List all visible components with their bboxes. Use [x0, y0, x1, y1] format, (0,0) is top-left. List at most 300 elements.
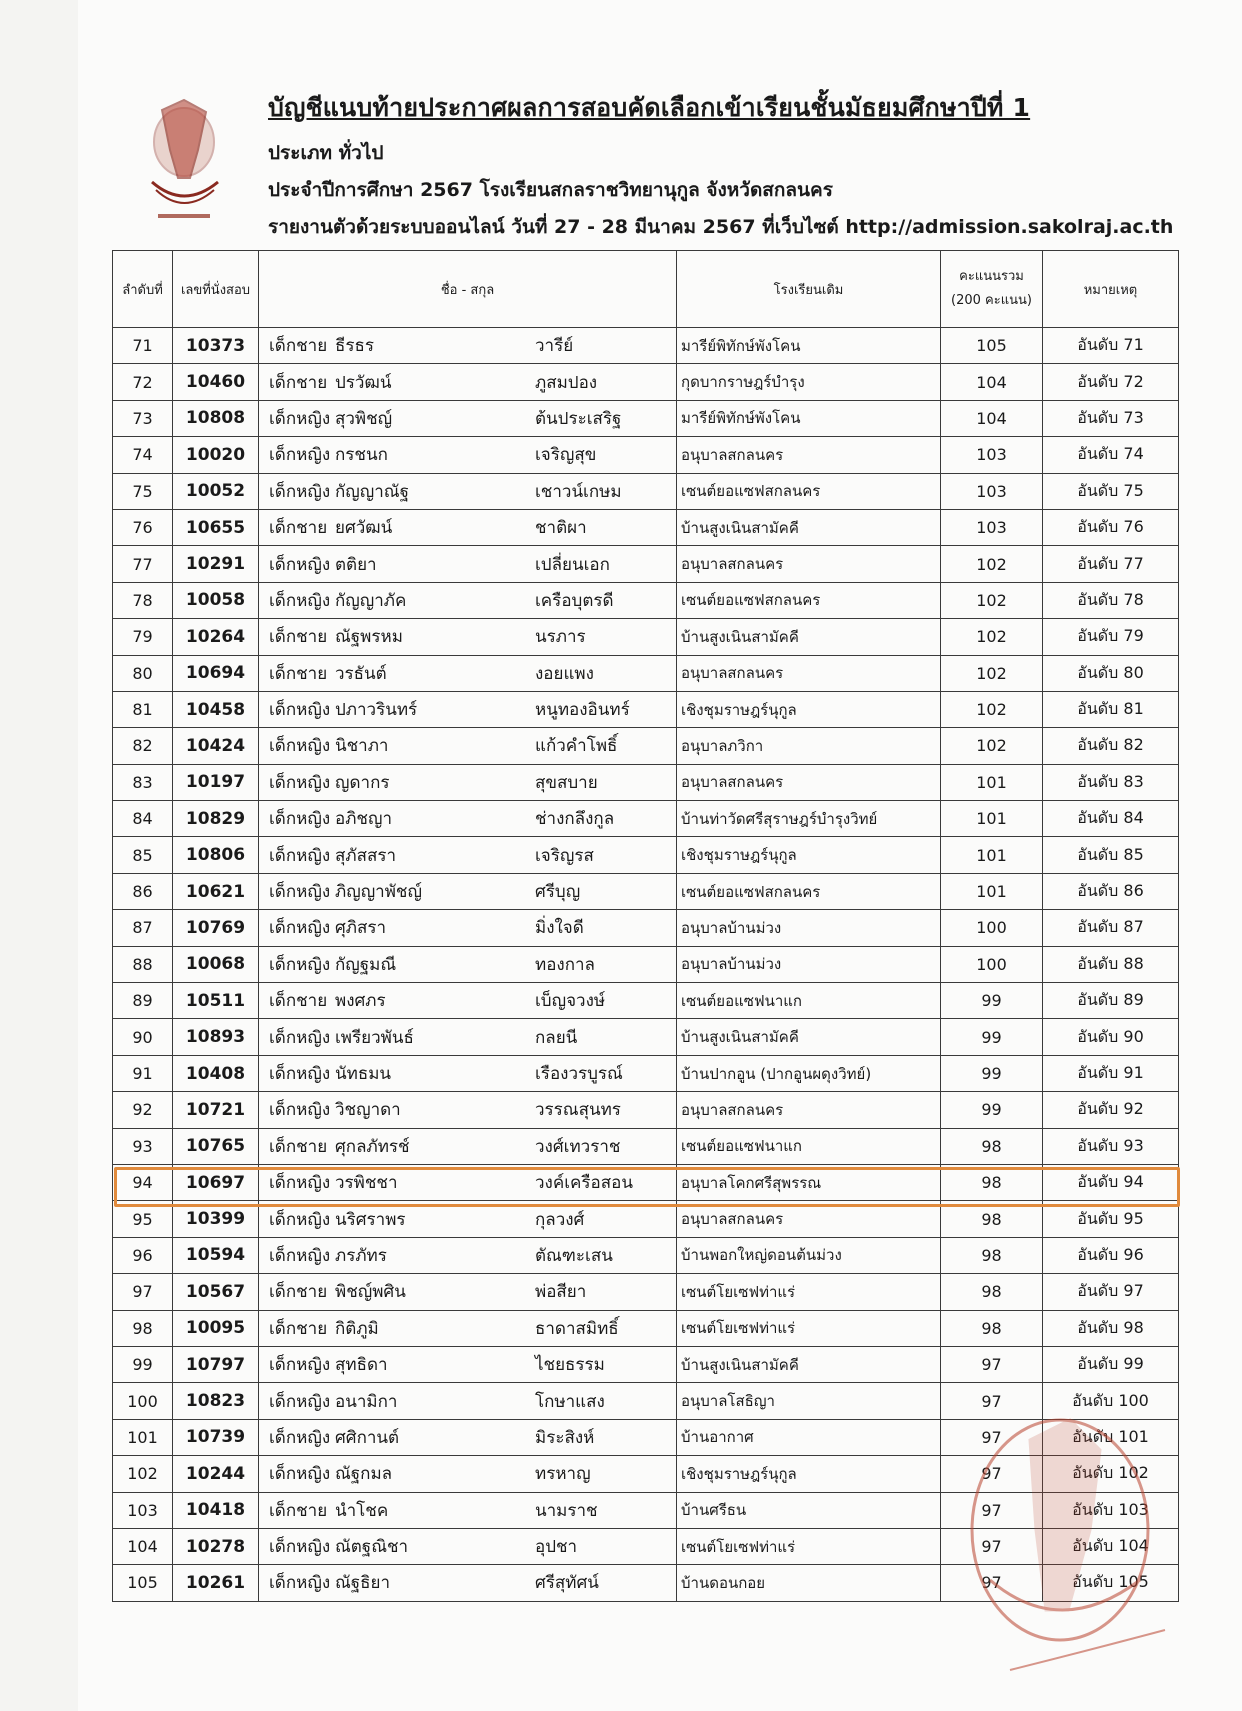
- seat-number: 10052: [173, 473, 259, 509]
- rank-note: อันดับ 77: [1043, 546, 1179, 582]
- total-score: 101: [941, 873, 1043, 909]
- row-number: 93: [113, 1128, 173, 1164]
- row-number: 82: [113, 728, 173, 764]
- rank-note: อันดับ 75: [1043, 473, 1179, 509]
- name-prefix: เด็กหญิง: [269, 445, 331, 466]
- first-name: อนามิกา: [335, 1391, 398, 1412]
- total-score: 103: [941, 509, 1043, 545]
- last-name: พ่อสียา: [535, 1282, 587, 1303]
- total-score: 98: [941, 1128, 1043, 1164]
- table-header-row: [113, 251, 1179, 328]
- rank-note: อันดับ 105: [1043, 1565, 1179, 1601]
- total-score: 97: [941, 1528, 1043, 1564]
- table-row: [113, 473, 1179, 509]
- seat-number: 10567: [173, 1274, 259, 1310]
- last-name: ทรหาญ: [535, 1464, 591, 1485]
- seat-number: 10694: [173, 655, 259, 691]
- rank-note: อันดับ 90: [1043, 1019, 1179, 1055]
- rank-note: อันดับ 101: [1043, 1419, 1179, 1455]
- total-score: 104: [941, 364, 1043, 400]
- previous-school: อนุบาลสกลนคร: [677, 437, 941, 473]
- name-prefix: เด็กหญิง: [269, 882, 331, 903]
- name-prefix: เด็กหญิง: [269, 809, 331, 830]
- previous-school: มารีย์พิทักษ์พังโคน: [677, 328, 941, 364]
- student-name: [259, 655, 677, 691]
- table-row: [113, 691, 1179, 727]
- previous-school: เซนต์โยเซฟท่าแร่: [677, 1274, 941, 1310]
- student-name: [259, 728, 677, 764]
- first-name: นำโชค: [335, 1500, 389, 1521]
- rank-note: อันดับ 74: [1043, 437, 1179, 473]
- last-name: กลยนี: [535, 1027, 578, 1048]
- name-prefix: เด็กหญิง: [269, 1209, 331, 1230]
- row-number: 89: [113, 983, 173, 1019]
- table-row: [113, 983, 1179, 1019]
- row-number: 92: [113, 1092, 173, 1128]
- previous-school: เชิงชุมราษฎร์นุกูล: [677, 1456, 941, 1492]
- total-score: 99: [941, 983, 1043, 1019]
- previous-school: เซนต์ยอแซฟสกลนคร: [677, 473, 941, 509]
- total-score: 102: [941, 691, 1043, 727]
- rank-note: อันดับ 92: [1043, 1092, 1179, 1128]
- row-number: 105: [113, 1565, 173, 1601]
- seat-number: 10197: [173, 764, 259, 800]
- table-row: [113, 328, 1179, 364]
- rank-note: อันดับ 81: [1043, 691, 1179, 727]
- col-header-score-label: คะแนนรวม: [959, 269, 1024, 284]
- previous-school: อนุบาลบ้านม่วง: [677, 910, 941, 946]
- table-row: [113, 873, 1179, 909]
- student-name: [259, 1383, 677, 1419]
- table-row: [113, 1310, 1179, 1346]
- seat-number: 10594: [173, 1237, 259, 1273]
- row-number: 99: [113, 1346, 173, 1382]
- row-number: 75: [113, 473, 173, 509]
- previous-school: เซนต์ยอแซฟนาแก: [677, 1128, 941, 1164]
- seat-number: 10291: [173, 546, 259, 582]
- name-prefix: เด็กหญิง: [269, 1245, 331, 1266]
- first-name: ธีรธร: [335, 336, 375, 357]
- student-name: [259, 1274, 677, 1310]
- rank-note: อันดับ 97: [1043, 1274, 1179, 1310]
- seat-number: 10399: [173, 1201, 259, 1237]
- rank-note: อันดับ 72: [1043, 364, 1179, 400]
- student-name: [259, 1528, 677, 1564]
- first-name: กรชนก: [335, 445, 388, 466]
- table-row: [113, 1019, 1179, 1055]
- rank-note: อันดับ 80: [1043, 655, 1179, 691]
- student-name: [259, 400, 677, 436]
- previous-school: บ้านสูงเนินสามัคคี: [677, 1346, 941, 1382]
- row-number: 95: [113, 1201, 173, 1237]
- document-header: [268, 88, 1188, 249]
- seat-number: 10808: [173, 400, 259, 436]
- last-name: ภูสมปอง: [535, 372, 598, 393]
- total-score: 102: [941, 655, 1043, 691]
- total-score: 104: [941, 400, 1043, 436]
- last-name: เรืองวรบูรณ์: [535, 1064, 623, 1084]
- row-number: 72: [113, 364, 173, 400]
- seat-number: 10244: [173, 1456, 259, 1492]
- seat-number: 10095: [173, 1310, 259, 1346]
- first-name: วรพิชชา: [335, 1173, 398, 1194]
- name-prefix: เด็กหญิง: [269, 590, 331, 611]
- last-name: ตัณฑะเสน: [535, 1245, 613, 1266]
- seat-number: 10806: [173, 837, 259, 873]
- table-row: [113, 1092, 1179, 1128]
- name-prefix: เด็กชาย: [269, 1136, 328, 1157]
- last-name: มิระสิงห์: [535, 1427, 595, 1448]
- name-prefix: เด็กชาย: [269, 627, 328, 648]
- name-prefix: เด็กหญิง: [269, 772, 331, 793]
- rank-note: อันดับ 84: [1043, 801, 1179, 837]
- first-name: กัญญาภัค: [335, 590, 407, 611]
- seat-number: 10418: [173, 1492, 259, 1528]
- name-prefix: เด็กหญิง: [269, 481, 331, 502]
- student-name: [259, 437, 677, 473]
- student-name: [259, 946, 677, 982]
- seat-number: 10893: [173, 1019, 259, 1055]
- total-score: 98: [941, 1164, 1043, 1200]
- name-prefix: เด็กชาย: [269, 1318, 328, 1339]
- last-name: เครือบุตรดี: [535, 590, 614, 611]
- name-prefix: เด็กหญิง: [269, 554, 331, 575]
- student-name: [259, 1565, 677, 1601]
- last-name: ไชยธรรม: [535, 1355, 605, 1376]
- table-row: [113, 1346, 1179, 1382]
- row-number: 101: [113, 1419, 173, 1455]
- rank-note: อันดับ 91: [1043, 1055, 1179, 1091]
- total-score: 97: [941, 1492, 1043, 1528]
- previous-school: อนุบาลสกลนคร: [677, 655, 941, 691]
- first-name: กัญฐมณี: [335, 954, 397, 975]
- last-name: วารีย์: [535, 336, 574, 357]
- student-name: [259, 582, 677, 618]
- rank-note: อันดับ 102: [1043, 1456, 1179, 1492]
- total-score: 103: [941, 437, 1043, 473]
- total-score: 101: [941, 801, 1043, 837]
- total-score: 98: [941, 1274, 1043, 1310]
- seat-number: 10739: [173, 1419, 259, 1455]
- rank-note: อันดับ 95: [1043, 1201, 1179, 1237]
- student-name: [259, 691, 677, 727]
- student-name: [259, 1419, 677, 1455]
- table-row: [113, 837, 1179, 873]
- total-score: 101: [941, 837, 1043, 873]
- previous-school: บ้านท่าวัดศรีสุราษฎร์บำรุงวิทย์: [677, 801, 941, 837]
- seat-number: 10511: [173, 983, 259, 1019]
- previous-school: บ้านอากาศ: [677, 1419, 941, 1455]
- seat-number: 10697: [173, 1164, 259, 1200]
- first-name: สุทธิดา: [335, 1355, 388, 1376]
- total-score: 97: [941, 1419, 1043, 1455]
- student-name: [259, 473, 677, 509]
- last-name: ต้นประเสริฐ: [535, 408, 622, 429]
- table-row: [113, 1565, 1179, 1601]
- previous-school: อนุบาลสกลนคร: [677, 1201, 941, 1237]
- total-score: 105: [941, 328, 1043, 364]
- previous-school: อนุบาลโสธิญา: [677, 1383, 941, 1419]
- previous-school: เชิงชุมราษฎร์นุกูล: [677, 837, 941, 873]
- name-prefix: เด็กหญิง: [269, 1464, 331, 1485]
- total-score: 99: [941, 1019, 1043, 1055]
- name-prefix: เด็กหญิง: [269, 1427, 331, 1448]
- student-name: [259, 801, 677, 837]
- rank-note: อันดับ 103: [1043, 1492, 1179, 1528]
- last-name: กุลวงศ์: [535, 1209, 585, 1230]
- table-row: [113, 1383, 1179, 1419]
- last-name: สุขสบาย: [535, 772, 598, 793]
- first-name: วิชญาดา: [335, 1100, 401, 1121]
- year-school-line: ประจำปีการศึกษา 2567 โรงเรียนสกลราชวิทยานุกูล จังหวัดสกลนคร: [268, 179, 833, 201]
- student-name: [259, 328, 677, 364]
- first-name: ณัตฐณิชา: [335, 1537, 409, 1558]
- seat-number: 10721: [173, 1092, 259, 1128]
- row-number: 76: [113, 509, 173, 545]
- rank-note: อันดับ 82: [1043, 728, 1179, 764]
- name-prefix: เด็กชาย: [269, 1500, 328, 1521]
- rank-note: อันดับ 86: [1043, 873, 1179, 909]
- previous-school: อนุบาลสกลนคร: [677, 764, 941, 800]
- row-number: 102: [113, 1456, 173, 1492]
- document-title: บัญชีแนบท้ายประกาศผลการสอบคัดเลือกเข้าเรียนชั้นมัธยมศึกษาปีที่ 1: [268, 93, 1031, 122]
- previous-school: อนุบาลสกลนคร: [677, 1092, 941, 1128]
- last-name: ธาดาสมิทธิ์: [535, 1318, 619, 1339]
- first-name: วรธันต์: [335, 663, 387, 684]
- row-number: 91: [113, 1055, 173, 1091]
- student-name: [259, 910, 677, 946]
- name-prefix: เด็กหญิง: [269, 700, 331, 721]
- col-header-no: ลำดับที่: [113, 251, 173, 328]
- name-prefix: เด็กชาย: [269, 663, 328, 684]
- category-line: ประเภท ทั่วไป: [268, 142, 384, 164]
- row-number: 97: [113, 1274, 173, 1310]
- name-prefix: เด็กหญิง: [269, 1064, 331, 1084]
- first-name: ปรวัฒน์: [335, 372, 392, 393]
- student-name: [259, 764, 677, 800]
- row-number: 88: [113, 946, 173, 982]
- student-name: [259, 364, 677, 400]
- row-number: 90: [113, 1019, 173, 1055]
- last-name: วงค์เครือสอน: [535, 1173, 633, 1194]
- table-row: [113, 1528, 1179, 1564]
- row-number: 98: [113, 1310, 173, 1346]
- seat-number: 10655: [173, 509, 259, 545]
- row-number: 83: [113, 764, 173, 800]
- student-name: [259, 1310, 677, 1346]
- table-row: [113, 400, 1179, 436]
- name-prefix: เด็กชาย: [269, 372, 328, 393]
- student-name: [259, 1201, 677, 1237]
- table-row: [113, 946, 1179, 982]
- previous-school: บ้านปากอูน (ปากอูนผดุงวิทย์): [677, 1055, 941, 1091]
- row-number: 84: [113, 801, 173, 837]
- total-score: 99: [941, 1092, 1043, 1128]
- table-row: [113, 364, 1179, 400]
- rank-note: อันดับ 71: [1043, 328, 1179, 364]
- last-name: เปลี่ยนเอก: [535, 554, 610, 575]
- rank-note: อันดับ 99: [1043, 1346, 1179, 1382]
- seat-number: 10068: [173, 946, 259, 982]
- col-header-note: หมายเหตุ: [1043, 251, 1179, 328]
- last-name: เจริญรส: [535, 845, 594, 866]
- name-prefix: เด็กหญิง: [269, 1027, 331, 1048]
- student-name: [259, 1019, 677, 1055]
- table-row: [113, 1456, 1179, 1492]
- table-row: [113, 1128, 1179, 1164]
- rank-note: อันดับ 83: [1043, 764, 1179, 800]
- last-name: เจริญสุข: [535, 445, 597, 466]
- total-score: 97: [941, 1565, 1043, 1601]
- last-name: เบ็ญจวงษ์: [535, 991, 606, 1012]
- rank-note: อันดับ 89: [1043, 983, 1179, 1019]
- table-row: [113, 1274, 1179, 1310]
- previous-school: อนุบาลสกลนคร: [677, 546, 941, 582]
- student-name: [259, 1492, 677, 1528]
- row-number: 73: [113, 400, 173, 436]
- previous-school: บ้านสูงเนินสามัคคี: [677, 509, 941, 545]
- total-score: 98: [941, 1310, 1043, 1346]
- student-name: [259, 1456, 677, 1492]
- first-name: กิติภูมิ: [335, 1318, 379, 1339]
- previous-school: มารีย์พิทักษ์พังโคน: [677, 400, 941, 436]
- previous-school: บ้านดอนกอย: [677, 1565, 941, 1601]
- row-number: 78: [113, 582, 173, 618]
- first-name: อภิชญา: [335, 809, 392, 830]
- previous-school: เซนต์ยอแซฟสกลนคร: [677, 582, 941, 618]
- name-prefix: เด็กหญิง: [269, 1173, 331, 1194]
- previous-school: บ้านสูงเนินสามัคคี: [677, 619, 941, 655]
- student-name: [259, 1055, 677, 1091]
- first-name: นริศราพร: [335, 1209, 406, 1230]
- first-name: ณัฐธิยา: [335, 1573, 391, 1594]
- row-number: 86: [113, 873, 173, 909]
- rank-note: อันดับ 85: [1043, 837, 1179, 873]
- student-name: [259, 1128, 677, 1164]
- table-row: [113, 1055, 1179, 1091]
- total-score: 97: [941, 1383, 1043, 1419]
- seat-number: 10823: [173, 1383, 259, 1419]
- last-name: แก้วคำโพธิ์: [535, 736, 618, 757]
- total-score: 98: [941, 1201, 1043, 1237]
- previous-school: บ้านพอกใหญ่ดอนต้นม่วง: [677, 1237, 941, 1273]
- rank-note: อันดับ 73: [1043, 400, 1179, 436]
- total-score: 98: [941, 1237, 1043, 1273]
- total-score: 99: [941, 1055, 1043, 1091]
- name-prefix: เด็กหญิง: [269, 954, 331, 975]
- table-row: [113, 910, 1179, 946]
- previous-school: บ้านศรีธน: [677, 1492, 941, 1528]
- seat-number: 10261: [173, 1565, 259, 1601]
- row-number: 77: [113, 546, 173, 582]
- last-name: ศรีบุญ: [535, 882, 581, 903]
- last-name: ชาติผา: [535, 518, 587, 539]
- table-row: [113, 1201, 1179, 1237]
- results-table: [112, 250, 1179, 1602]
- first-name: นัทธมน: [335, 1064, 392, 1084]
- table-row: [113, 1492, 1179, 1528]
- total-score: 102: [941, 619, 1043, 655]
- first-name: ยศวัฒน์: [335, 518, 393, 539]
- table-row: [113, 582, 1179, 618]
- table-row: [113, 801, 1179, 837]
- table-row: [113, 437, 1179, 473]
- col-header-school: โรงเรียนเดิม: [677, 251, 941, 328]
- col-header-score-sub: (200 คะแนน): [951, 293, 1032, 308]
- row-number: 81: [113, 691, 173, 727]
- seat-number: 10278: [173, 1528, 259, 1564]
- student-name: [259, 1092, 677, 1128]
- rank-note: อันดับ 96: [1043, 1237, 1179, 1273]
- name-prefix: เด็กชาย: [269, 336, 328, 357]
- seat-number: 10408: [173, 1055, 259, 1091]
- student-name: [259, 837, 677, 873]
- total-score: 100: [941, 946, 1043, 982]
- first-name: สุวพิชญ์: [335, 408, 393, 429]
- last-name: เชาวน์เกษม: [535, 481, 622, 502]
- previous-school: อนุบาลภวิกา: [677, 728, 941, 764]
- total-score: 103: [941, 473, 1043, 509]
- seat-number: 10769: [173, 910, 259, 946]
- rank-note: อันดับ 87: [1043, 910, 1179, 946]
- first-name: ศศิกานต์: [335, 1427, 400, 1448]
- student-name: [259, 873, 677, 909]
- last-name: หนูทองอินทร์: [535, 700, 630, 721]
- table-row: [113, 1164, 1179, 1200]
- name-prefix: เด็กหญิง: [269, 1573, 331, 1594]
- name-prefix: เด็กชาย: [269, 991, 328, 1012]
- student-name: [259, 619, 677, 655]
- first-name: ศุกลภัทรช์: [335, 1136, 410, 1157]
- first-name: พิชญ์พศิน: [335, 1282, 406, 1303]
- rank-note: อันดับ 76: [1043, 509, 1179, 545]
- student-name: [259, 509, 677, 545]
- seat-number: 10424: [173, 728, 259, 764]
- row-number: 71: [113, 328, 173, 364]
- name-prefix: เด็กหญิง: [269, 408, 331, 429]
- seat-number: 10373: [173, 328, 259, 364]
- last-name: โกษาแสง: [535, 1391, 605, 1412]
- seat-number: 10765: [173, 1128, 259, 1164]
- seat-number: 10020: [173, 437, 259, 473]
- col-header-score: [941, 251, 1043, 328]
- first-name: ปภาวรินทร์: [335, 700, 418, 721]
- name-prefix: เด็กหญิง: [269, 1355, 331, 1376]
- seat-number: 10621: [173, 873, 259, 909]
- table-row: [113, 546, 1179, 582]
- seat-number: 10264: [173, 619, 259, 655]
- last-name: อุปชา: [535, 1537, 578, 1558]
- seat-number: 10058: [173, 582, 259, 618]
- row-number: 80: [113, 655, 173, 691]
- first-name: ตติยา: [335, 554, 377, 575]
- name-prefix: เด็กชาย: [269, 518, 328, 539]
- rank-note: อันดับ 79: [1043, 619, 1179, 655]
- first-name: ภรภัทร: [335, 1245, 387, 1266]
- col-header-seat: เลขที่นั่งสอบ: [173, 251, 259, 328]
- first-name: ณัฐกมล: [335, 1464, 393, 1485]
- seat-number: 10460: [173, 364, 259, 400]
- table-row: [113, 655, 1179, 691]
- first-name: ณัฐพรหม: [335, 627, 403, 648]
- last-name: มิ่งใจดี: [535, 918, 584, 939]
- first-name: เพรียวพันธ์: [335, 1027, 414, 1048]
- row-number: 85: [113, 837, 173, 873]
- row-number: 94: [113, 1164, 173, 1200]
- rank-note: อันดับ 98: [1043, 1310, 1179, 1346]
- total-score: 100: [941, 910, 1043, 946]
- total-score: 102: [941, 728, 1043, 764]
